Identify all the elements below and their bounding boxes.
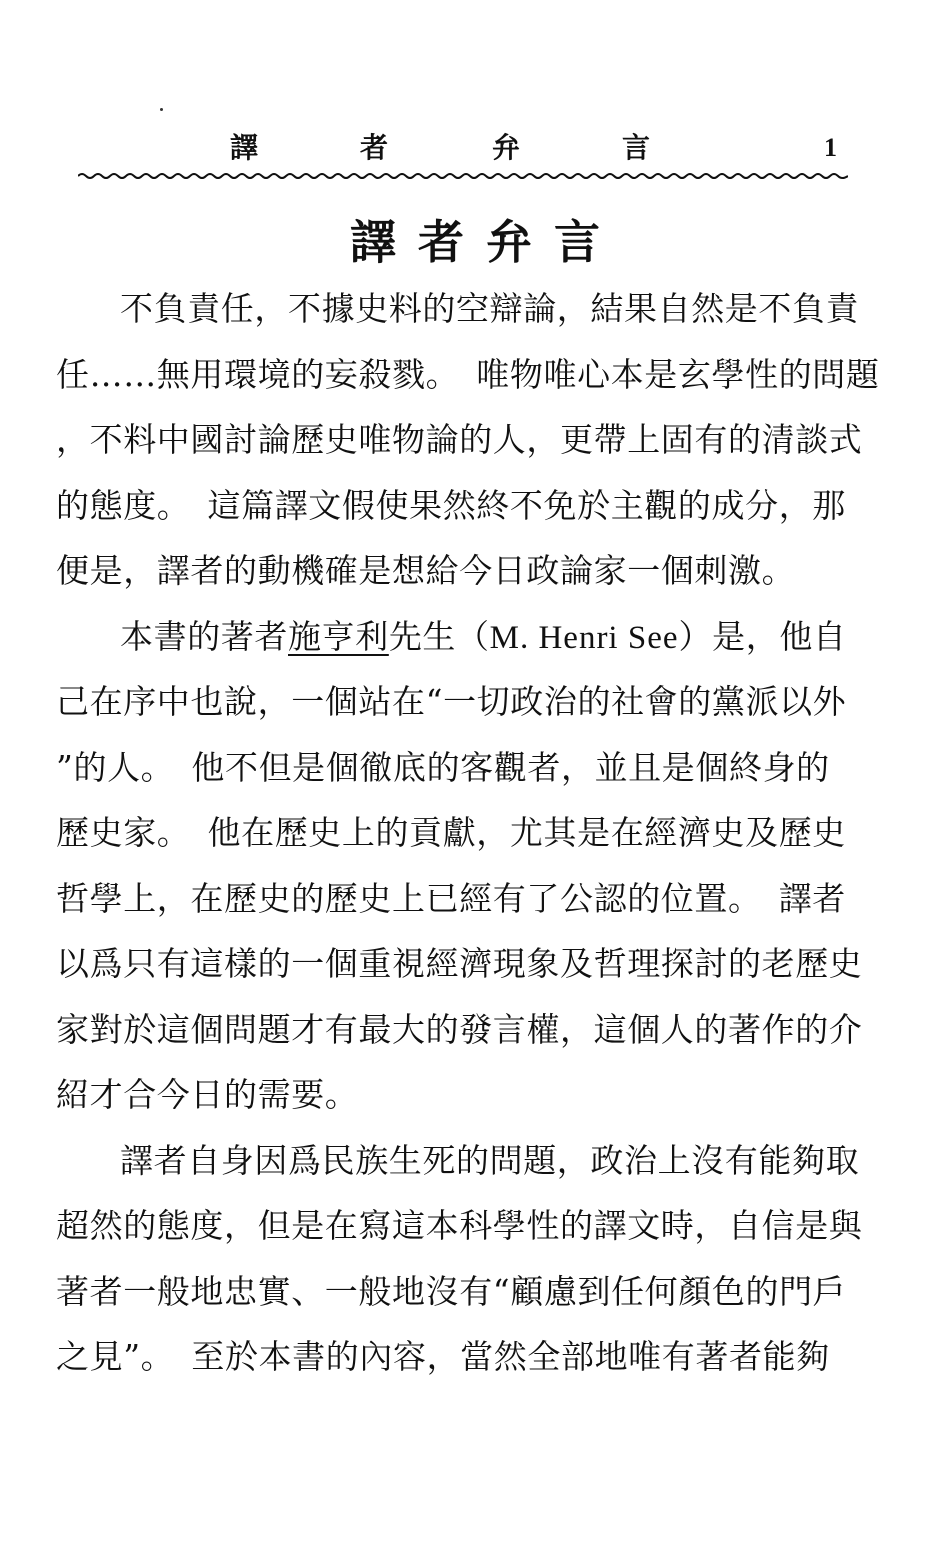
paragraph-2-line: ”的人。 他不但是個徹底的客觀者，並且是個終身的	[56, 747, 830, 787]
paragraph-1-line: 任……無用環境的妄殺戮。 唯物唯心本是玄學性的問題	[56, 354, 880, 394]
paragraph-2-line: 家對於這個問題才有最大的發言權，這個人的著作的介	[56, 1009, 863, 1049]
paragraph-2-lead-tail: ）是，他自	[678, 616, 847, 656]
running-title-char: 者	[360, 131, 389, 164]
paragraph-1-line: ，不料中國討論歷史唯物論的人，更帶上固有的清談式	[56, 420, 863, 459]
paragraph-3-line: 譯者自身因爲民族生死的問題，政治上沒有能夠取	[120, 1140, 860, 1180]
paragraph-2-line: 歷史家。 他在歷史上的貢獻，尤其是在經濟史及歷史	[56, 813, 846, 852]
author-honorific: 先生（	[388, 616, 490, 656]
paragraph-3-line: 之見”。 至於本書的內容，當然全部地唯有著者能夠	[56, 1337, 830, 1376]
paragraph-2-line: 紹才合今日的需要。	[56, 1075, 359, 1114]
paragraph-3-line: 超然的態度，但是在寫這本科學性的譯文時，自信是與	[56, 1206, 863, 1245]
paragraph-1-line: 便是，譯者的動機確是想給今日政論家一個刺激。	[56, 551, 796, 590]
paragraph-2-line: 哲學上，在歷史的歷史上已經有了公認的位置。 譯者	[56, 878, 846, 918]
author-latin-name: M. Henri See	[489, 619, 679, 656]
ink-speck	[160, 108, 163, 111]
page-number: 1	[824, 133, 837, 162]
running-title-char: 言	[622, 131, 651, 164]
paragraph-2-lead-text: 本書的著者	[120, 616, 288, 656]
running-title-char: 弁	[492, 131, 521, 164]
paragraph-1-line: 不負責任，不據史料的空辯論，結果自然是不負責	[120, 289, 860, 328]
author-name: 施亨利	[288, 616, 389, 656]
paragraph-3-line: 著者一般地忠實、一般地沒有“顧慮到任何顏色的門戶	[56, 1271, 847, 1311]
page-title: 譯者弁言	[350, 215, 622, 269]
paragraph-2-line: 己在序中也說，一個站在“一切政治的社會的黨派以外	[56, 682, 847, 721]
body-text	[56, 276, 886, 1390]
paragraph-2-line: 以爲只有這樣的一個重視經濟現象及哲理探討的老歷史	[56, 944, 863, 983]
running-header	[220, 128, 860, 168]
running-title-char: 譯	[230, 131, 259, 164]
header-wavy-rule	[78, 168, 848, 184]
paragraph-2-first-line	[56, 604, 886, 670]
paragraph-1-line: 的態度。 這篇譯文假使果然終不免於主觀的成分，那	[56, 485, 846, 525]
